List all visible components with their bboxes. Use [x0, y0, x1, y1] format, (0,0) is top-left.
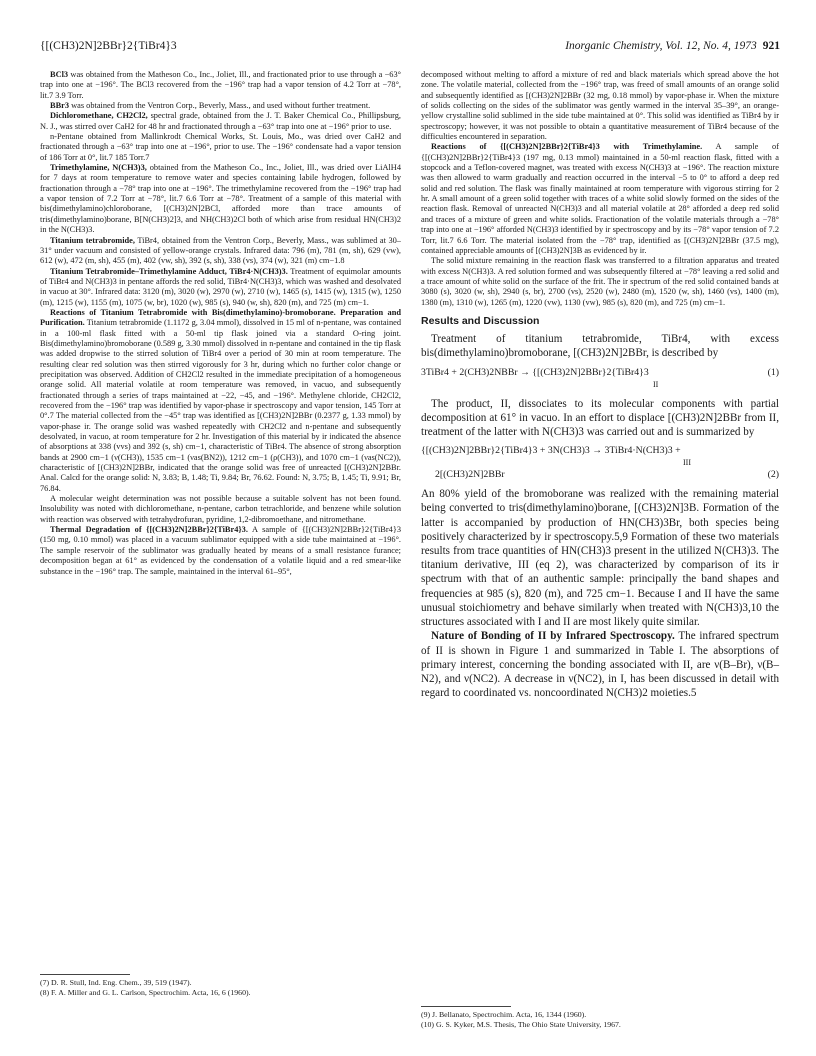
footnote-rule-left — [40, 974, 130, 975]
equation-1-text: 3TiBr4 + 2(CH3)2NBBr → {[(CH3)2N]2BBr}2{TiBr4}3 — [421, 366, 649, 378]
paragraph-titanium-tetrabromide — [40, 236, 401, 267]
left-column — [40, 70, 401, 577]
paragraph-dichloromethane — [40, 111, 401, 132]
footnote-10: (10) G. S. Kyker, M.S. Thesis, The Ohio State University, 1967. — [421, 1020, 621, 1029]
footnote-9: (9) J. Bellanato, Spectrochim. Acta, 16, 1344 (1960). — [421, 1010, 587, 1019]
paragraph-text: Treatment of equimolar amounts of TiBr4 and N(CH3)3 in pentane affords the red solid, TiBr4·N(CH3)3, which was washed and desolvated in vacuo at 30°. Infrared data: 3120 (m), 3020 (w), 2970 (w), 2710 (w), 1465 (s), 1415 (w), 1315 (w), 1250 (m), 1215 (w), 1155 (m), 1075 (w, br), 1020 (w), 985 (s), 940 (w, sh), 820 (m), and 725 (m) cm−1. — [40, 266, 401, 307]
equation-2-line-2: 2[(CH3)2N]2BBr — [435, 469, 505, 481]
paragraph-text: was obtained from the Ventron Corp., Beverly, Mass., and used without further treatment. — [69, 101, 371, 111]
footnotes-right — [421, 1010, 779, 1030]
equation-2-number: (2) — [767, 469, 779, 481]
paragraph-text: was obtained from the Matheson Co., Inc., Joliet, Ill., and fractionated prior to use through a −63° trap into one at −196°. The BCl3 recovered from the −196° trap had a vapor tension of 4.2 Torr at −78°, lit.7 3.9 Torr. — [40, 70, 401, 100]
paragraph-lead: Dichloromethane, CH2Cl2, — [50, 111, 148, 121]
paragraph-text: A sample of {[(CH3)2N]2BBr}2{TiBr4}3 (150 mg, 0.10 mmol) was placed in a vacuum sublimator equipped with a side tube maintained at −196°. The sample reservoir of the sublimator was gradually heated by means of a small resistance furance; decomposition began at 61° as evidenced by the condensation of a volatile liquid and a red smear-like substance in the −196° trap. The sample, maintained in the interval 61–95°, — [40, 525, 401, 576]
paragraph-text: spectral grade, obtained from the J. T. Baker Chemical Co., Phillipsburg, N. J., was stirred over CaH2 for 48 hr and fractionated through a −63° trap into one at −196° prior to use. — [40, 111, 401, 131]
paragraph-lead: Thermal Degradation of {[(CH3)2N]2BBr}2{TiBr4}3. — [50, 525, 248, 535]
footnote-8: (8) F. A. Miller and G. L. Carlson, Spectrochim. Acta, 16, 6 (1960). — [40, 988, 251, 997]
paragraph-text: A molecular weight determination was not possible because a suitable solvent has not been found. Insolubility was noted with dichloromethane, n-pentane, carbon tetrachloride, and benzene while solution with reaction was observed with tetrahydrofuran, pyridine, 1,2-dibromoethane, and nitromethane. — [40, 494, 401, 524]
paragraph-adduct — [40, 267, 401, 308]
paragraph-bcl3 — [40, 70, 401, 101]
paragraph-text: The infrared spectrum of II is shown in Figure 1 and summarized in Table I. The absorptions of primary interest, concerning the bonding associated with II, are ν(B–Br), ν(B–N2), and ν(NC2). A decrease in ν(NC2), in I, has been discussed in detail with regard to coordinated vs. noncoordinated N(CH3)2 moieties.5 — [421, 630, 779, 700]
equation-1-label: II — [653, 379, 659, 389]
paragraph-lead: BBr3 — [50, 101, 70, 111]
paragraph-decomposition-continued — [421, 70, 779, 142]
right-column — [421, 70, 779, 700]
paragraph-trimethylamine — [40, 163, 401, 235]
paragraph-text: A sample of {[(CH3)2N]2BBr}2{TiBr4}3 (197 mg, 0.13 mmol) maintained in a 50-ml reaction flask, fitted with a stopcock and a Teflon-covered magnet, was treated with excess N(CH3)3 at −196°. The reaction mixture was then allowed to warm gradually and reaction occurred in the interval −5 to 0° to afford a deep red solid and red solution. The flask was finally maintained at room temperature with vigorous stirring for 2 hr. A small amount of a green solid together with traces of a white solid slowly formed on the sides of the reaction flask. Removal of unreacted N(CH3)3 and all material volatile at 28° afforded a deep red solid and traces of a mixture of green and white solids. Fractionation of the volatile materials through a −78° trap into one at −196° afforded N(CH3)3 identified by ir spectroscopy and by its −78° vapor tension of 7.2 Torr, lit.7 6.6 Torr. The material isolated from the −78° trap, identified as [(CH3)2N]2BBr (37.5 mg), contained appreciable amounts of [(CH3)2N]3B as evidenced by ir. — [421, 142, 779, 255]
paragraph-reactions-preparation — [40, 308, 401, 494]
paragraph-text: decomposed without melting to afford a mixture of red and black materials which spread above the hot zone. The volatile material, collected from the −196° trap, was freed of small amounts of an orange solid and subsequently identified as [(CH3)2N]2BBr (32 mg, 0.18 mmol) by vapor-phase ir. When the mixture of solids collecting on the sides of the sublimator was gently warmed in the interval 35–39°, an orange-yellow crystalline solid sublimed in the side tube maintained at 0°. This solid was identified as TiBr4 by ir spectroscopy; however, it was not possible to obtain a quantitative measurement of TiBr4 because of the difficulties encountered in separation. — [421, 70, 779, 142]
equation-2-line-2-row — [421, 469, 779, 481]
results-paragraph-3: An 80% yield of the bromoborane was realized with the remaining material being converted to tris(dimethylamino)borane, [(CH3)2N]3B. Formation of the latter is accompanied by production of HN(CH3)3Br, both species being positively characterized by ir spectroscopy.5,9 Formation of these two materials results from trace quantities of HN(CH3)3 present in the utilized N(CH3)3. The titanium derivative, III (eq 2), was characterized by comparison of its ir spectrum with that of an authentic sample: principally the band shapes and frequencies at 985 (s), 820 (m), and 725 cm−1. Because I and II have the same unusual stoichiometry and behave similarly when treated with N(CH3)3,10 the structures associated with I and II are most likely quite similar. — [421, 488, 779, 629]
paragraph-text: n-Pentane obtained from Mallinkrodt Chemical Works, St. Louis, Mo., was dried over CaH2 and fractionated through a −63° trap into one at −196°, prior to use. The −196° condensate had a vapor tension of 186 Torr at 0°, lit.7 185 Torr.7 — [40, 132, 401, 162]
paragraph-lead: Reactions of {[(CH3)2N]2BBr}2{TiBr4}3 with Trimethylamine. — [431, 142, 703, 152]
running-header-journal-line — [565, 40, 780, 52]
paragraph-lead: Titanium tetrabromide, — [50, 235, 135, 245]
running-header — [40, 40, 780, 56]
paragraph-bbr3 — [40, 101, 401, 111]
paragraph-pentane — [40, 132, 401, 163]
equation-2-label: III — [683, 458, 691, 468]
paragraph-reactions-trimethylamine — [421, 142, 779, 256]
page-number: 921 — [762, 40, 780, 52]
paragraph-text: Titanium tetrabromide (1.1172 g, 3.04 mmol), dissolved in 15 ml of n-pentane, was contained in a 100-ml flask fitted with a 50-ml tip flask joined via a standard O-ring joint. Bis(dimethylamino)bromoborane (0.589 g, 3.30 mmol) dissolved in n-pentane and contained in the tip flask was added dropwise to the stirred solution of TiBr4 over a period of 30 min at room temperature. The resulting clear red solution was then stirred vigorously for 3 hr, during which no further color change or precipitation was observed. Addition of CH2Cl2 resulted in the immediate precipitation of a homogeneous orange solid. All material volatile at room temperature was removed, in vacuo, and subsequently fractionated through a series of traps maintained at −22, −45, and −196°. Methylene chloride, CH2Cl2, recovered from the −196° trap was identified by vapor-phase ir spectroscopy and vapor tension, 145 Torr at 0°.7 The material collected from the −45° trap was identified as [(CH3)2N]2BBr (0.2377 g, 1.33 mmol) by vapor-phase ir. The orange solid was washed repeatedly with CH2Cl2 and n-pentane and subsequently desolvated, in vacuo, at room temperature for 2 hr. Investigation of this material by ir indicated the absence of absorptions at 338 (vvs) and 392 (s, sh) cm−1, characteristic of TiBr4. The absence of strong absorption bands at 2900 cm−1 (ν(CH3)), 1535 cm−1 (νas(BN2)), 1212 cm−1 (ρ(CH3)), and 1070 cm−1 (νas(NC2)), characteristic of [(CH3)2N]2BBr, indicated that the orange solid was free of unreacted [(CH3)2N]2BBr. Anal. Calcd for the orange solid: N, 3.83; B, 1.48; Ti, 9.84; Br, 76.62. Found: N, 3.75; B, 1.45; Ti, 9.91; Br, 76.84. — [40, 318, 401, 493]
footnote-rule-right — [421, 1006, 511, 1007]
equation-1-number: (1) — [767, 366, 779, 378]
paragraph-solid-mixture — [421, 256, 779, 308]
paragraph-thermal-degradation — [40, 525, 401, 577]
paragraph-lead: Reactions of Titanium Tetrabromide with Bis(dimethylamino)-bromoborane. Preparation and Purification. — [40, 307, 401, 328]
results-paragraph-4 — [421, 629, 779, 700]
paragraph-text: obtained from the Matheson Co., Inc., Joliet, Ill., was dried over LiAlH4 for 7 days at room temperature to remove water and species containing labile hydrogen, followed by fractionation through a −78° trap into one at −196°. The trimethylamine recovered from the −196° trap had a vapor tension of 7.2 Torr at −78°, lit.7 6.6 Torr at −78°. Treatment of a sample of this material with bis(dimethylamino)chloroborane, [(CH3)2N]2BCl, afforded more than trace amounts of tris(dimethylamino)borane, B[N(CH3)2]3, and NH(CH3)2Cl both of which arise from residual HN(CH3)2 in the N(CH3)3. — [40, 163, 402, 235]
paragraph-text: TiBr4, obtained from the Ventron Corp., Beverly, Mass., was sublimed at 30–31° under vacuum and consisted of yellow-orange crystals. Infrared data: 796 (m), 781 (m, sh), 629 (vw), 612 (w), 472 (m, sh), 455 (m), 402 (vw, sh), 392 (s, sh), 338 (vs), 374 (w), 321 (m) cm−1.8 — [40, 235, 401, 266]
results-paragraph-2: The product, II, dissociates to its molecular components with partial decomposition at 61° in vacuo. In an effort to displace [(CH3)2N]2BBr from II, treatment of the latter with N(CH3)3 was carried out and is summarized by — [421, 397, 779, 439]
equation-2-line-1: {[(CH3)2N]2BBr}2{TiBr4}3 + 3N(CH3)3 → 3TiBr4·N(CH3)3 + — [421, 445, 681, 457]
results-paragraph-1: Treatment of titanium tetrabromide, TiBr4, with excess bis(dimethylamino)bromoborane, [(CH3)2N]2BBr, is described by — [421, 333, 779, 360]
paragraph-lead: Nature of Bonding of II by Infrared Spectroscopy. — [431, 630, 675, 643]
footnote-7: (7) D. R. Stull, Ind. Eng. Chem., 39, 519 (1947). — [40, 978, 192, 987]
equation-2 — [421, 445, 779, 481]
paragraph-lead: BCl3 — [50, 70, 69, 79]
equation-1 — [421, 367, 779, 391]
paragraph-lead: Titanium Tetrabromide–Trimethylamine Adduct, TiBr4·N(CH3)3. — [50, 266, 288, 276]
footnotes-left — [40, 978, 401, 998]
paragraph-molecular-weight — [40, 494, 401, 525]
running-header-formula: {[(CH3)2N]2BBr}2{TiBr4}3 — [40, 40, 177, 52]
journal-citation: Inorganic Chemistry, Vol. 12, No. 4, 1973 — [565, 40, 757, 52]
paragraph-text: The solid mixture remaining in the reaction flask was transferred to a filtration apparatus and treated with excess N(CH3)3. A red solution formed and was subsequently filtered at −78° leaving a red solid and a trace amount of white solid on the surface of the frit. The ir spectrum of the red solid contained bands at 3080 (s), 3020 (w, sh), 2940 (s, br), 2700 (vs), 2520 (w), 2480 (m), 1520 (w, sh), 1460 (vs), 1400 (m), 1380 (m), 1310 (w), 1265 (m), 1220 (vw), 1130 (vw), 985 (s), 820 (m), and 725 (m) cm−1. — [421, 256, 779, 307]
section-heading: Results and Discussion — [421, 314, 540, 327]
equation-1-body — [421, 367, 658, 391]
paragraph-lead: Trimethylamine, N(CH3)3, — [50, 163, 147, 173]
